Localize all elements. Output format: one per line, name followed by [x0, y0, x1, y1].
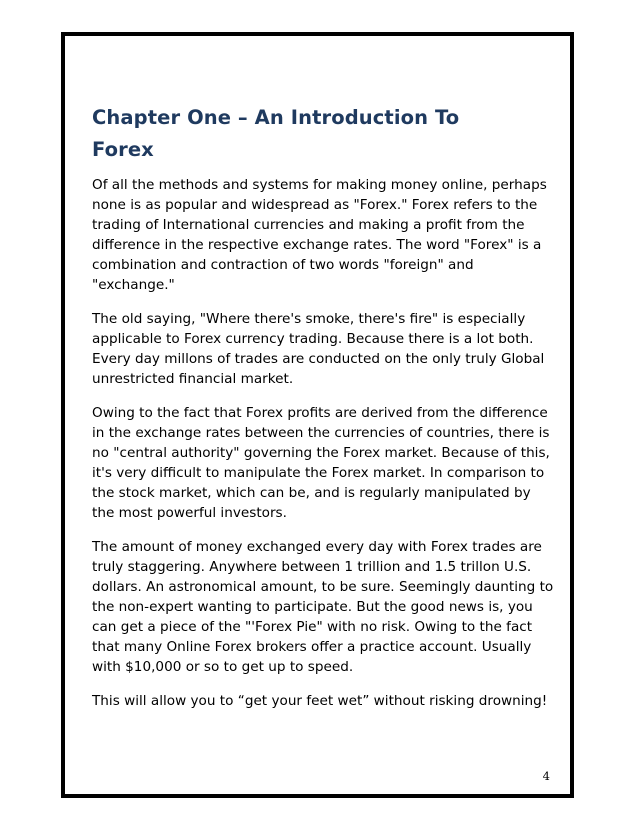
paragraph-1: Of all the methods and systems for making money online, perhaps none is as popular and widespread as "Forex." Forex refers to the trading of International currencies and making a profit from the difference in the respective exchange rates. The word "Forex" is a combination and contraction of two words "foreign" and "exchange." [92, 177, 547, 293]
page-content [92, 102, 554, 725]
paragraph-2: The old saying, "Where there's smoke, there's fire" is especially applicable to Forex currency trading. Because there is a lot both. Every day millons of trades are conducted on the only truly Global unrestricted financial market. [92, 311, 545, 387]
paragraph-4: The amount of money exchanged every day with Forex trades are truly staggering. Anywhere between 1 trillion and 1.5 trillon U.S. dollars. An astronomical amount, to be sure. Seemingly daunting to the non-expert wanting to participate. But the good news is, you can get a piece of the "'Forex Pie" with no risk. Owing to the fact that many Online Forex brokers offer a practice account. Usually with $10,000 or so to get up to speed. [92, 539, 554, 675]
chapter-title-line-2: Forex [92, 138, 154, 161]
chapter-title-line-1: Chapter One – An Introduction To [92, 106, 460, 129]
paragraph-5: This will allow you to “get your feet wet” without risking drowning! [92, 693, 548, 709]
page-number: 4 [542, 769, 550, 783]
chapter-title [92, 102, 554, 166]
paragraph-3: Owing to the fact that Forex profits are derived from the difference in the exchange rates between the currencies of countries, there is no "central authority" governing the Forex market. Because of this, it's very difficult to manipulate the Forex market. In comparison to the stock market, which can be, and is regularly manipulated by the most powerful investors. [92, 405, 550, 521]
